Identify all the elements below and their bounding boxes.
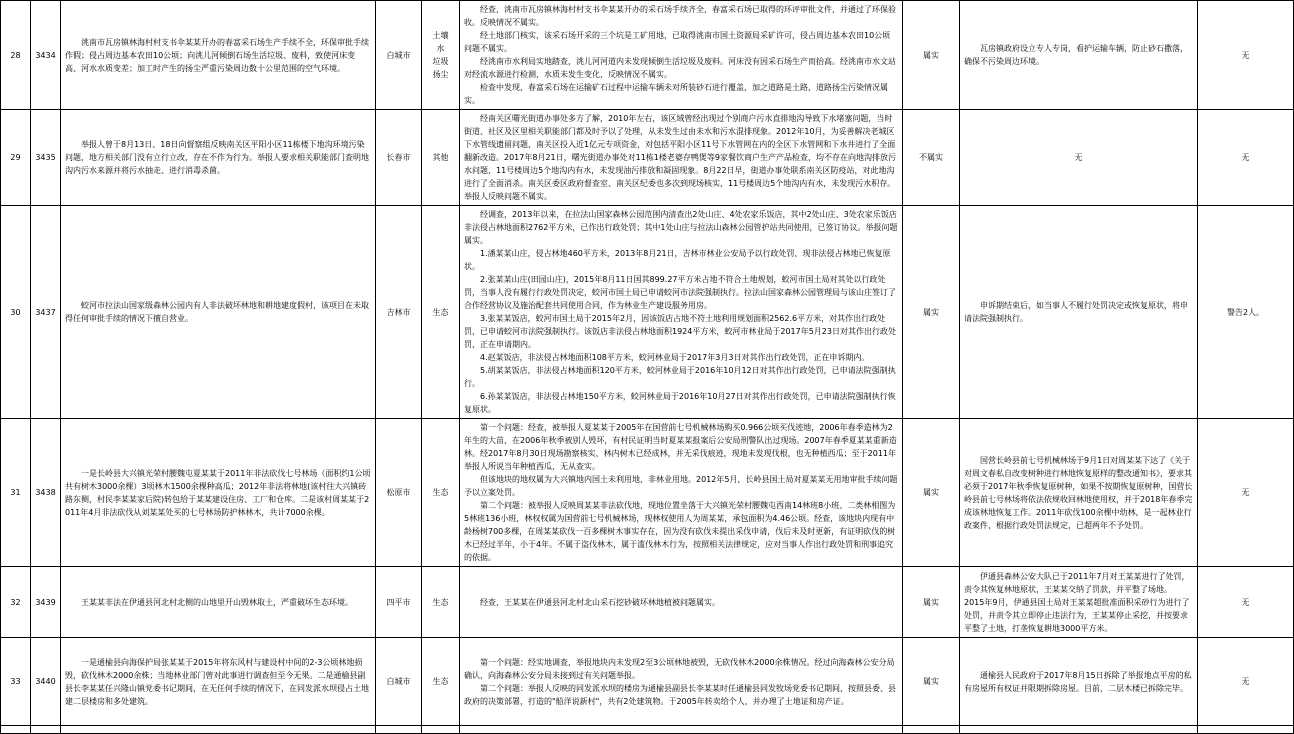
finding-paragraph: 经南关区曙光街道办事处多方了解，2010年左右，该区域曾经出现过个别商户污水直排地沟导致下水堵塞问题，当时街道、社区及区里相关职能部门都及时予以了处理，从未发生过由未水和污水混排现象。2012年10月，为妥善解决老城区下水管线遗留问题，南关区投入近1亿元专项资金，对包括平阳小区11号下水管网在内的全区下水管网和下水井进行了全面翻新改造。2017年8月21日，曙光街道办事处对11栋1楼老婆存鸭煲等9家餐饮商户生产产品检查，均不存在向地沟排放污水问题，11号楼周边5个地沟内有水，未发现油污排放和凝固现象。8月22日早，街道办事处联系南关区防疫站，对此地沟进行了全面消杀。南关区委区政府督查室、南关区纪委也多次到现场核实，11号楼周边5个地沟内有水，未发现污水积存。举报人反映问题不属实。 <box>464 114 896 201</box>
city-cell: 白城市 <box>376 638 422 726</box>
table-row <box>1 419 1294 567</box>
complaint-content-cell: 蛟河市拉法山国家级森林公园内有人非法破坏林地和耕地建度假村，该项目在未取得任何审批手续的情况下擅自营业。 <box>61 206 376 419</box>
findings-cell <box>460 110 903 206</box>
city-cell: 松原市 <box>376 419 422 567</box>
empty-cell <box>1198 726 1294 734</box>
category-cell: 其他 <box>422 110 460 206</box>
empty-cell <box>903 726 960 734</box>
accountability-cell: 无 <box>1198 567 1294 638</box>
table-row <box>1 1 1294 110</box>
row-id-cell: 3439 <box>31 567 61 638</box>
complaint-content-cell: 举报人曾于8月13日、18日向督察组反映南关区平阳小区11栋楼下地沟环境污染问题，地方相关部门没有立行立改，存在不作为行为。举报人要求相关职能部门查明地沟内污水来源并将污水抽走、进行消毒杀菌。 <box>61 110 376 206</box>
table-row-partial <box>1 726 1294 734</box>
accountability-cell: 无 <box>1198 1 1294 110</box>
row-seq-cell: 29 <box>1 110 31 206</box>
finding-paragraph: 6.孙某某饭店，非法侵占林地150平方米，蛟河林业局于2016年10月27日对其作出行政处罚，已申请法院强制执行恢复原状。 <box>464 392 896 414</box>
category-cell: 土壤 水 垃圾 扬尘 <box>422 1 460 110</box>
city-cell: 白城市 <box>376 1 422 110</box>
empty-cell <box>61 726 376 734</box>
verdict-cell: 属实 <box>903 206 960 419</box>
accountability-cell: 警告2人。 <box>1198 206 1294 419</box>
complaint-content-cell: 洮南市瓦房镇林海村村支书伞某某开办的春富采石场生产手续不全，环保审批手续作假；侵占周边基本农田10公顷；向洮儿河倾倒石场生活垃圾、废料，致使河床变高、河水水质变差；加工时产生的扬尘严重污染周边数十公里范围的空气环境。 <box>61 1 376 110</box>
findings-cell <box>460 419 903 567</box>
row-id-cell: 3435 <box>31 110 61 206</box>
handling-cell: 瓦房镇政府设立专人专岗，看护运输车辆，防止砂石撒落，确保不污染周边环境。 <box>960 1 1198 110</box>
finding-paragraph: 5.胡某某饭店，非法侵占林地面积120平方米，蛟河林业局于2016年10月12日对其作出行政处罚，已申请法院强制执行。 <box>464 366 896 388</box>
finding-paragraph: 1.潘某某山庄，侵占林地460平方米，2013年8月21日，吉林市林业公安局予以行政处罚，现非法侵占林地已恢复原状。 <box>464 249 891 271</box>
findings-cell <box>460 638 903 726</box>
city-cell: 长春市 <box>376 110 422 206</box>
empty-cell <box>1 726 31 734</box>
empty-cell <box>460 726 903 734</box>
handling-cell: 伊通县森林公安大队已于2011年7月对王某某进行了处罚，责令其恢复林地原状，王某某交纳了罚款，并平整了场地。 2015年9月，伊通县国土局对王某某超批准面积采砂行为进行了处罚，并责令其立即停止违法行为，王某某停止采挖，并按要求平整了土地，打垄恢复耕地3000平方米。 <box>960 567 1198 638</box>
verdict-cell: 属实 <box>903 419 960 567</box>
finding-paragraph: 第一个问题：经查，被举报人夏某某于2005年在国营前七号机械林场购买0.966公顷买伐迹地，2006年春季造林为2年生的大苗，在2006年秋季被别人毁坏，有村民证明当时夏某某报案后公安局刑警队出过现场。2007年春季夏某某重新造林。经2017年8月30日现场勘察核实，林内树木已经成林，并无采伐痕迹，现地未发现伐根，也无种植西瓜；至于2011年举报人所说当年种植西瓜，无从查实。 <box>464 423 897 471</box>
handling-cell: 申诉期结束后，如当事人不履行处罚决定或恢复原状，将申请法院强制执行。 <box>960 206 1198 419</box>
finding-paragraph: 经土地部门核实，该采石场开采的三个坑是工矿用地，已取得洮南市国土资源局采矿许可，侵占周边基本农田10公顷问题不属实。 <box>464 31 891 53</box>
verdict-cell: 属实 <box>903 567 960 638</box>
empty-cell <box>376 726 422 734</box>
findings-cell <box>460 1 903 110</box>
findings-cell <box>460 206 903 419</box>
complaint-content-cell: 王某某非法在伊通县河北村北侧的山地里开山毁林取土，严重破坏生态环境。 <box>61 567 376 638</box>
accountability-cell: 无 <box>1198 638 1294 726</box>
category-cell: 生态 <box>422 567 460 638</box>
row-id-cell: 3434 <box>31 1 61 110</box>
row-seq-cell: 33 <box>1 638 31 726</box>
finding-paragraph: 第一个问题：经实地调查，举报地块内未发现2至3公顷林地被毁，无砍伐林木2000余株情况。经过向海森林公安分局确认，向海森林公安分局未接到过有关问题举报。 <box>464 657 895 680</box>
table-row <box>1 638 1294 726</box>
complaint-content-cell: 一是长岭县大兴镇光荣村腰魏屯夏某某于2011年非法砍伐七号林场（面积约1公顷共有树木3000余棵）3顷林木1500余棵种高瓜；2012年非法将林地(该村往大兴镇砖路东侧，村民李某某家后院)转包给于某某建设住房、工厂和仓库。二是该村周某某于2011年4月非法砍伐从刘某某处买的七号林场防护林林木，共计7000余棵。 <box>61 419 376 567</box>
empty-cell <box>960 726 1198 734</box>
row-seq-cell: 31 <box>1 419 31 567</box>
finding-paragraph: 3.张某某饭店，蛟河市国土局于2015年2月，因该饭店占地不符土地利用规划面积2562.6平方米，对其作出行政处罚，已申请蛟河市法院强制执行。该饭店非法侵占林地面积1924平方米，蛟河市林业局于2017年5月23日对其作出行政处罚，正在申请期内。 <box>464 314 896 349</box>
empty-cell <box>31 726 61 734</box>
empty-cell <box>422 726 460 734</box>
category-cell: 生态 <box>422 206 460 419</box>
finding-paragraph: 经洮南市水利局实地踏查，洮儿河河道内未发现倾倒生活垃圾及废料。河床没有因采石场生产而抬高。经洮南市水文站对经流水源进行检测，水质未发生变化，反映情况不属实。 <box>464 57 896 79</box>
findings-cell <box>460 567 903 638</box>
row-seq-cell: 28 <box>1 1 31 110</box>
table-row <box>1 206 1294 419</box>
handling-cell: 通榆县人民政府于2017年8月15日拆除了举报地点平房的私有房屋所有权证并限期拆除房屋。目前，二层木楼已拆除完毕。 <box>960 638 1198 726</box>
accountability-cell: 无 <box>1198 110 1294 206</box>
city-cell: 吉林市 <box>376 206 422 419</box>
finding-paragraph: 第二个问题：举报人反映的同发派水坝的楼房为通榆县副县长李某某时任通榆县同发牧场党委书记期间，按照县委、县政府的决策部署，打造的"船洋说新村"，共有2处建筑物。于2005年转卖给个人，并办理了土地证和房产证。 <box>464 683 896 706</box>
row-id-cell: 3437 <box>31 206 61 419</box>
verdict-cell: 属实 <box>903 638 960 726</box>
finding-paragraph: 经查，王某某在伊通县河北村北山采石挖砂破坏林地植被问题属实。 <box>480 597 720 607</box>
row-seq-cell: 30 <box>1 206 31 419</box>
handling-cell: 无 <box>960 110 1198 206</box>
finding-paragraph: 检查中发现，春富采石场在运输矿石过程中运输车辆未对所装砂石进行覆盖，加之道路是土路，道路扬尘污染情况属实。 <box>464 83 888 105</box>
finding-paragraph: 2.张某某山庄(田园山庄)，2015年8月11日国其899.27平方米占地不符合土地规划，蛟河市国土局对其处以行政处罚，当事人没有履行行政处罚决定，蛟河市国土局已申请蛟河市法院强制执行。拉法山国家森林公园管理局与该山庄签订了合作经营协议及施治配套共同使用合同，作为林业生产建设服务用房。 <box>464 275 896 310</box>
handling-cell: 国营长岭县前七号机械林场于9月1日对周某某下达了《关于对周文春私自改变树种进行林地恢复原样的整改通知书》，要求其必须于2017年秋季恢复原树种，如果不按期恢复原树种，国营长岭县前七号林场将依法依规收回林地使用权，并于2018年春季完成该林地恢复工作。2011年砍伐100余棵中幼林，是一起林业行政案件，根据行政处罚法规定，已超两年不予处罚。 <box>960 419 1198 567</box>
category-cell: 生态 <box>422 638 460 726</box>
category-cell: 生态 <box>422 419 460 567</box>
verdict-cell: 属实 <box>903 1 960 110</box>
finding-paragraph: 4.赵某饭店，非法侵占林地面积108平方米，蛟河林业局于2017年3月3日对其作出行政处罚，正在申诉期内。 <box>480 353 870 362</box>
row-seq-cell: 32 <box>1 567 31 638</box>
finding-paragraph: 经调查，2013年以来，在拉法山国家森林公园范围内清查出2处山庄、4处农家乐饭店，其中2处山庄、3处农家乐饭店非法侵占林地面积2762平方米，已作出行政处罚；其中1处山庄与拉法山森林公园管护站共同使用，已签订协议。举报问题属实。 <box>464 210 898 245</box>
table-row <box>1 567 1294 638</box>
table-row <box>1 110 1294 206</box>
finding-paragraph: 第二个问题：被举报人反映周某某非法砍伐地，现地位置坐落于大兴镇光荣村腰魏屯西南14林班8小班、二类林相图为5林班136小班，林权权属为国营前七号机械林场，现林权使用人为周某某，承包面积为4.46公顷。经查，该地块内现有中龄杨树700多棵，在周某某砍伐一百多棵树木事实存在，因为没有砍伐未提出采伐申请，伐后未及时更新，有证明砍伐的树木已经过半年，小于4年。不属于盗伐林木，属于滥伐林木行为，按照相关法律规定，应对当事人作出行政处罚和刑事追究的依据。 <box>464 501 896 562</box>
accountability-cell: 无 <box>1198 419 1294 567</box>
finding-paragraph: 但该地块的地权属为大兴镇地内国土未利用地，非林业用地。2012年5月，长岭县国土局对夏某某无用地审批手续问题予以立案处罚。 <box>464 475 898 497</box>
finding-paragraph: 经查，洮南市瓦房镇林海村村支书伞某某开办的采石场手续齐全，春富采石场已取得的环评审批文件，并通过了环保验收。反映情况不属实。 <box>464 5 896 27</box>
complaint-content-cell: 一是通榆县向海保护局张某某于2015年将东风村与建设村中间的2-3公顷林地损毁，砍伐林木2000余株；当地林业部门曾对此事进行调查但至今无果。二是通榆县副县长李某某任兴隆山镇党委书记期间，在无任何手续的情况下，在同发派水坝侵占土地建二层楼房和多处建筑。 <box>61 638 376 726</box>
city-cell: 四平市 <box>376 567 422 638</box>
verdict-cell: 不属实 <box>903 110 960 206</box>
row-id-cell: 3440 <box>31 638 61 726</box>
row-id-cell: 3438 <box>31 419 61 567</box>
